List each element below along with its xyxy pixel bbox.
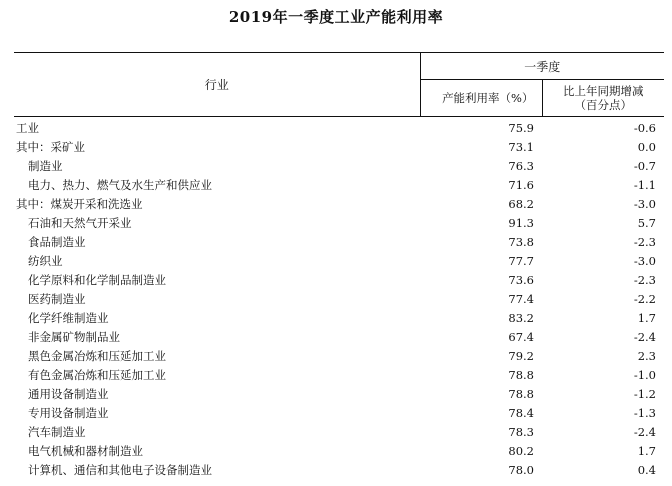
table-row — [14, 194, 664, 213]
industry-name: 食品制造业 — [28, 234, 86, 249]
header-change-line2: （百分点） — [574, 98, 632, 112]
industry-name: 工业 — [16, 120, 39, 135]
table-row — [14, 441, 664, 460]
utilization-rate: 77.4 — [508, 291, 534, 306]
industry-name: 专用设备制造业 — [28, 405, 109, 420]
yoy-change: -1.1 — [633, 177, 656, 192]
table-row — [14, 403, 664, 422]
utilization-rate: 67.4 — [508, 329, 534, 344]
industry-name: 汽车制造业 — [28, 424, 86, 439]
utilization-rate: 76.3 — [508, 158, 534, 173]
header-row-top — [14, 53, 664, 80]
industry-name: 通用设备制造业 — [28, 386, 109, 401]
yoy-change: 1.7 — [637, 310, 656, 325]
header-industry: 行业 — [14, 53, 420, 117]
utilization-rate: 78.8 — [508, 367, 534, 382]
table-row — [14, 117, 664, 138]
yoy-change: -1.3 — [633, 405, 656, 420]
table-row — [14, 213, 664, 232]
table-row — [14, 384, 664, 403]
yoy-change: -3.0 — [633, 196, 656, 211]
industry-name: 其中：煤炭开采和洗选业 — [16, 196, 143, 211]
industry-name: 电气机械和器材制造业 — [28, 443, 143, 458]
table-row — [14, 422, 664, 441]
yoy-change: -2.4 — [633, 424, 656, 439]
industry-name: 医药制造业 — [28, 291, 86, 306]
utilization-rate: 73.8 — [508, 234, 534, 249]
table-row — [14, 232, 664, 251]
utilization-rate: 73.6 — [508, 272, 534, 287]
yoy-change: -1.2 — [633, 386, 656, 401]
table-row — [14, 365, 664, 384]
table-row — [14, 308, 664, 327]
table-body — [14, 117, 664, 480]
table-row — [14, 137, 664, 156]
industry-name: 制造业 — [28, 158, 63, 173]
table-row — [14, 327, 664, 346]
header-change — [542, 80, 664, 117]
yoy-change: 0.0 — [637, 139, 656, 154]
industry-name: 黑色金属冶炼和压延加工业 — [28, 348, 166, 363]
utilization-rate: 77.7 — [508, 253, 534, 268]
yoy-change: 2.3 — [637, 348, 656, 363]
utilization-rate: 71.6 — [508, 177, 534, 192]
capacity-utilization-table — [14, 52, 664, 479]
header-quarter: 一季度 — [420, 53, 664, 80]
yoy-change: -2.2 — [633, 291, 656, 306]
table-row — [14, 156, 664, 175]
industry-name: 有色金属冶炼和压延加工业 — [28, 367, 166, 382]
header-change-line1: 比上年同期增减 — [563, 84, 644, 98]
industry-name: 电力、热力、燃气及水生产和供应业 — [28, 177, 212, 192]
utilization-rate: 78.3 — [508, 424, 534, 439]
utilization-rate: 91.3 — [508, 215, 534, 230]
table-row — [14, 460, 664, 479]
industry-name: 化学原料和化学制品制造业 — [28, 272, 166, 287]
industry-name: 计算机、通信和其他电子设备制造业 — [28, 462, 212, 477]
utilization-rate: 78.8 — [508, 386, 534, 401]
utilization-rate: 83.2 — [508, 310, 534, 325]
utilization-rate: 78.4 — [508, 405, 534, 420]
yoy-change: -1.0 — [633, 367, 656, 382]
yoy-change: 5.7 — [637, 215, 656, 230]
utilization-rate: 68.2 — [508, 196, 534, 211]
yoy-change: -2.4 — [633, 329, 656, 344]
industry-name: 非金属矿物制品业 — [28, 329, 120, 344]
yoy-change: -2.3 — [633, 234, 656, 249]
utilization-rate: 78.0 — [508, 462, 534, 477]
utilization-rate: 73.1 — [508, 139, 534, 154]
yoy-change: -3.0 — [633, 253, 656, 268]
yoy-change: 0.4 — [637, 462, 656, 477]
industry-name: 其中：采矿业 — [16, 139, 85, 154]
table-row — [14, 251, 664, 270]
table-row — [14, 175, 664, 194]
yoy-change: 1.7 — [637, 443, 656, 458]
industry-name: 石油和天然气开采业 — [28, 215, 132, 230]
header-rate: 产能利用率（%） — [420, 80, 542, 117]
utilization-rate: 75.9 — [508, 120, 534, 135]
utilization-rate: 80.2 — [508, 443, 534, 458]
table-row — [14, 346, 664, 365]
industry-name: 化学纤维制造业 — [28, 310, 109, 325]
table-row — [14, 270, 664, 289]
yoy-change: -0.7 — [633, 158, 656, 173]
industry-name: 纺织业 — [28, 253, 63, 268]
table-row — [14, 289, 664, 308]
page-title: 2019年一季度工业产能利用率 — [228, 8, 444, 26]
yoy-change: -0.6 — [633, 120, 656, 135]
utilization-rate: 79.2 — [508, 348, 534, 363]
yoy-change: -2.3 — [633, 272, 656, 287]
